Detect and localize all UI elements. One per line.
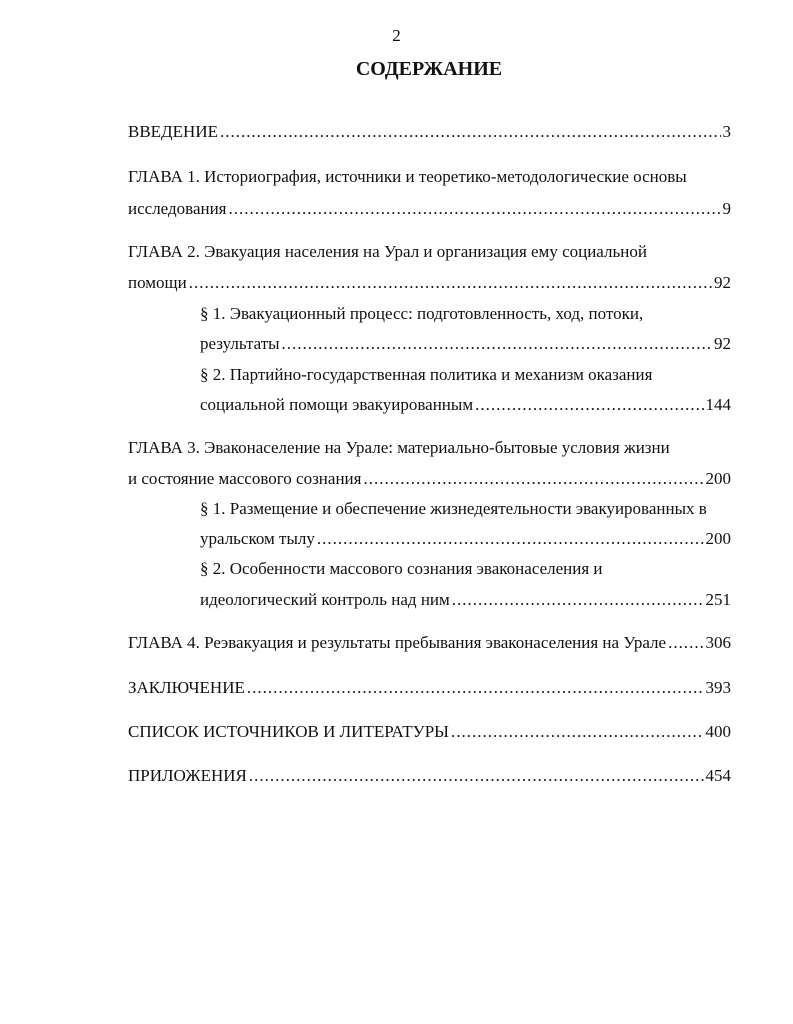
leader-dots bbox=[452, 589, 704, 611]
toc-entry-text: и состояние массового сознания bbox=[128, 469, 362, 488]
toc-entry-sources[interactable] bbox=[128, 721, 731, 743]
toc-entry-page: 454 bbox=[705, 766, 731, 785]
toc-entry-text: результаты bbox=[200, 334, 280, 353]
toc-entry-ch3-section-2-line1[interactable]: § 2. Особенности массового сознания эваконаселения и bbox=[200, 559, 603, 578]
toc-entry-page: 306 bbox=[705, 633, 731, 652]
toc-entry-chapter-1-line1[interactable]: ГЛАВА 1. Историография, источники и теоретико-методологические основы bbox=[128, 167, 687, 186]
toc-entry-ch2-section-1-line1[interactable]: § 1. Эвакуационный процесс: подготовленность, ход, потоки, bbox=[200, 304, 644, 323]
toc-entry-page: 92 bbox=[714, 334, 731, 353]
toc-entry-chapter-2-line1[interactable]: ГЛАВА 2. Эвакуация населения на Урал и организация ему социальной bbox=[128, 242, 647, 261]
toc-entry-chapter-1[interactable] bbox=[128, 198, 731, 220]
toc-entry-text: ВВЕДЕНИЕ bbox=[128, 122, 218, 141]
toc-entry-ch3-section-1[interactable] bbox=[200, 528, 731, 550]
toc-entry-text: ЗАКЛЮЧЕНИЕ bbox=[128, 678, 245, 697]
leader-dots bbox=[451, 721, 704, 743]
toc-entry-page: 400 bbox=[705, 722, 731, 741]
leader-dots bbox=[249, 765, 704, 787]
leader-dots bbox=[363, 468, 703, 490]
toc-entry-text: помощи bbox=[128, 273, 187, 292]
toc-entry-chapter-3[interactable] bbox=[128, 468, 731, 490]
toc-entry-text: СПИСОК ИСТОЧНИКОВ И ЛИТЕРАТУРЫ bbox=[128, 722, 449, 741]
toc-entry-text: ПРИЛОЖЕНИЯ bbox=[128, 766, 247, 785]
toc-entry-ch2-section-1[interactable] bbox=[200, 333, 731, 355]
toc-entry-ch2-section-2[interactable] bbox=[200, 394, 731, 416]
leader-dots bbox=[668, 632, 703, 654]
toc-entry-page: 200 bbox=[705, 469, 731, 488]
toc-entry-page: 144 bbox=[705, 395, 731, 414]
leader-dots bbox=[247, 677, 704, 699]
toc-entry-appendix[interactable] bbox=[128, 765, 731, 787]
toc-entry-ch3-section-1-line1[interactable]: § 1. Размещение и обеспечение жизнедеятельности эвакуированных в bbox=[200, 499, 707, 518]
toc-entry-conclusion[interactable] bbox=[128, 677, 731, 699]
toc-entry-text: уральском тылу bbox=[200, 529, 315, 548]
toc-entry-chapter-4[interactable] bbox=[128, 632, 731, 654]
toc-entry-chapter-3-line1[interactable]: ГЛАВА 3. Эваконаселение на Урале: материально-бытовые условия жизни bbox=[128, 438, 670, 457]
toc-entry-text: исследования bbox=[128, 199, 227, 218]
leader-dots bbox=[189, 272, 712, 294]
toc-entry-text: социальной помощи эвакуированным bbox=[200, 395, 474, 414]
toc-entry-ch2-section-2-line1[interactable]: § 2. Партийно-государственная политика и механизм оказания bbox=[200, 365, 653, 384]
leader-dots bbox=[317, 528, 704, 550]
leader-dots bbox=[282, 333, 712, 355]
leader-dots bbox=[475, 394, 703, 416]
toc-entry-page: 3 bbox=[722, 122, 731, 141]
toc-entry-text: идеологический контроль над ним bbox=[200, 590, 450, 609]
toc-entry-introduction[interactable] bbox=[128, 121, 731, 143]
leader-dots bbox=[229, 198, 721, 220]
toc-entry-ch3-section-2[interactable] bbox=[200, 589, 731, 611]
toc-entry-page: 92 bbox=[714, 273, 731, 292]
page-title: СОДЕРЖАНИЕ bbox=[355, 58, 503, 80]
toc-entry-page: 251 bbox=[705, 590, 731, 609]
toc-entry-page: 393 bbox=[705, 678, 731, 697]
toc-entry-page: 9 bbox=[722, 199, 731, 218]
toc-entry-chapter-2[interactable] bbox=[128, 272, 731, 294]
toc-entry-text: ГЛАВА 4. Реэвакуация и результаты пребывания эваконаселения на Урале bbox=[128, 633, 667, 652]
page-number: 2 bbox=[392, 26, 401, 45]
leader-dots bbox=[220, 121, 721, 143]
toc-entry-page: 200 bbox=[705, 529, 731, 548]
